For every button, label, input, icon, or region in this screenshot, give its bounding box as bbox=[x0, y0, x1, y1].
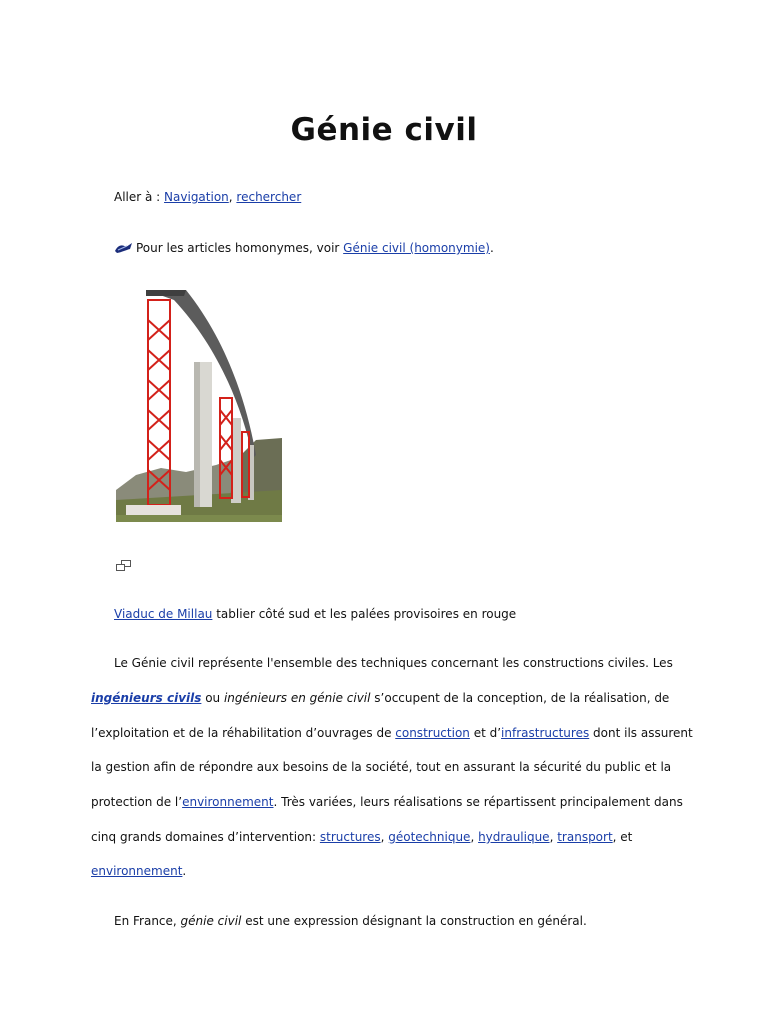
separator: , bbox=[549, 830, 558, 844]
text-span: est une expression désignant la construction en général. bbox=[241, 914, 587, 928]
geotechnique-link[interactable]: géotechnique bbox=[388, 830, 471, 844]
search-link[interactable]: rechercher bbox=[236, 190, 302, 204]
navigation-link[interactable]: Navigation bbox=[164, 190, 229, 204]
caption-text: tablier côté sud et les palées provisoires en rouge bbox=[212, 607, 517, 621]
jump-separator: , bbox=[228, 190, 237, 204]
text-span: . bbox=[182, 864, 187, 878]
viaduc-link[interactable]: Viaduc de Millau bbox=[114, 607, 213, 621]
jump-prefix: Aller à : bbox=[114, 190, 165, 204]
homonym-end: . bbox=[489, 241, 494, 255]
para1-line4: la gestion afin de répondre aux besoins de la société, tout en assurant la sécurité du public et la bbox=[91, 760, 672, 774]
environnement-link-2[interactable]: environnement bbox=[91, 864, 183, 878]
para1-line6 bbox=[91, 830, 632, 844]
para1-line3 bbox=[91, 726, 693, 740]
homonym-note bbox=[114, 241, 494, 255]
text-span: s’occupent de la conception, de la réalisation, de bbox=[370, 691, 670, 705]
magnify-icon[interactable] bbox=[116, 560, 131, 571]
environnement-link[interactable]: environnement bbox=[182, 795, 274, 809]
viaduct-photo[interactable] bbox=[116, 290, 282, 522]
homonym-link[interactable]: Génie civil (homonymie) bbox=[343, 241, 490, 255]
hydraulique-link[interactable]: hydraulique bbox=[478, 830, 550, 844]
separator: , bbox=[470, 830, 479, 844]
emphasis-text: ingénieurs en génie civil bbox=[223, 691, 371, 705]
ingenieurs-civils-link[interactable] bbox=[91, 691, 201, 705]
emphasis-text: génie civil bbox=[180, 914, 242, 928]
para2 bbox=[114, 914, 587, 928]
text-span: En France, bbox=[114, 914, 181, 928]
figure-caption bbox=[114, 607, 516, 621]
structures-link[interactable]: structures bbox=[319, 830, 381, 844]
separator: , bbox=[380, 830, 389, 844]
text-span: et d’ bbox=[469, 726, 502, 740]
para1-line1: Le Génie civil représente l'ensemble des techniques concernant les constructions civiles. Les bbox=[114, 656, 673, 670]
para1-line5 bbox=[91, 795, 683, 809]
text-span: protection de l’ bbox=[91, 795, 183, 809]
infrastructures-link[interactable]: infrastructures bbox=[501, 726, 590, 740]
construction-link[interactable]: construction bbox=[395, 726, 470, 740]
jump-links bbox=[114, 190, 301, 204]
text-span: , et bbox=[612, 830, 633, 844]
para1-line7 bbox=[91, 864, 186, 878]
para1-line2 bbox=[91, 691, 669, 705]
ingenieurs-civils-text: ingénieurs civils bbox=[91, 691, 202, 705]
text-span: l’exploitation et de la réhabilitation d’ouvrages de bbox=[91, 726, 396, 740]
text-span: ou bbox=[201, 691, 224, 705]
text-span: dont ils assurent bbox=[589, 726, 693, 740]
homonym-text: Pour les articles homonymes, voir bbox=[136, 241, 344, 255]
page-title: Génie civil bbox=[290, 112, 478, 148]
transport-link[interactable]: transport bbox=[557, 830, 613, 844]
text-span: cinq grands domaines d’intervention: bbox=[91, 830, 320, 844]
disambiguation-icon bbox=[114, 241, 134, 254]
text-span: . Très variées, leurs réalisations se répartissent principalement dans bbox=[273, 795, 683, 809]
